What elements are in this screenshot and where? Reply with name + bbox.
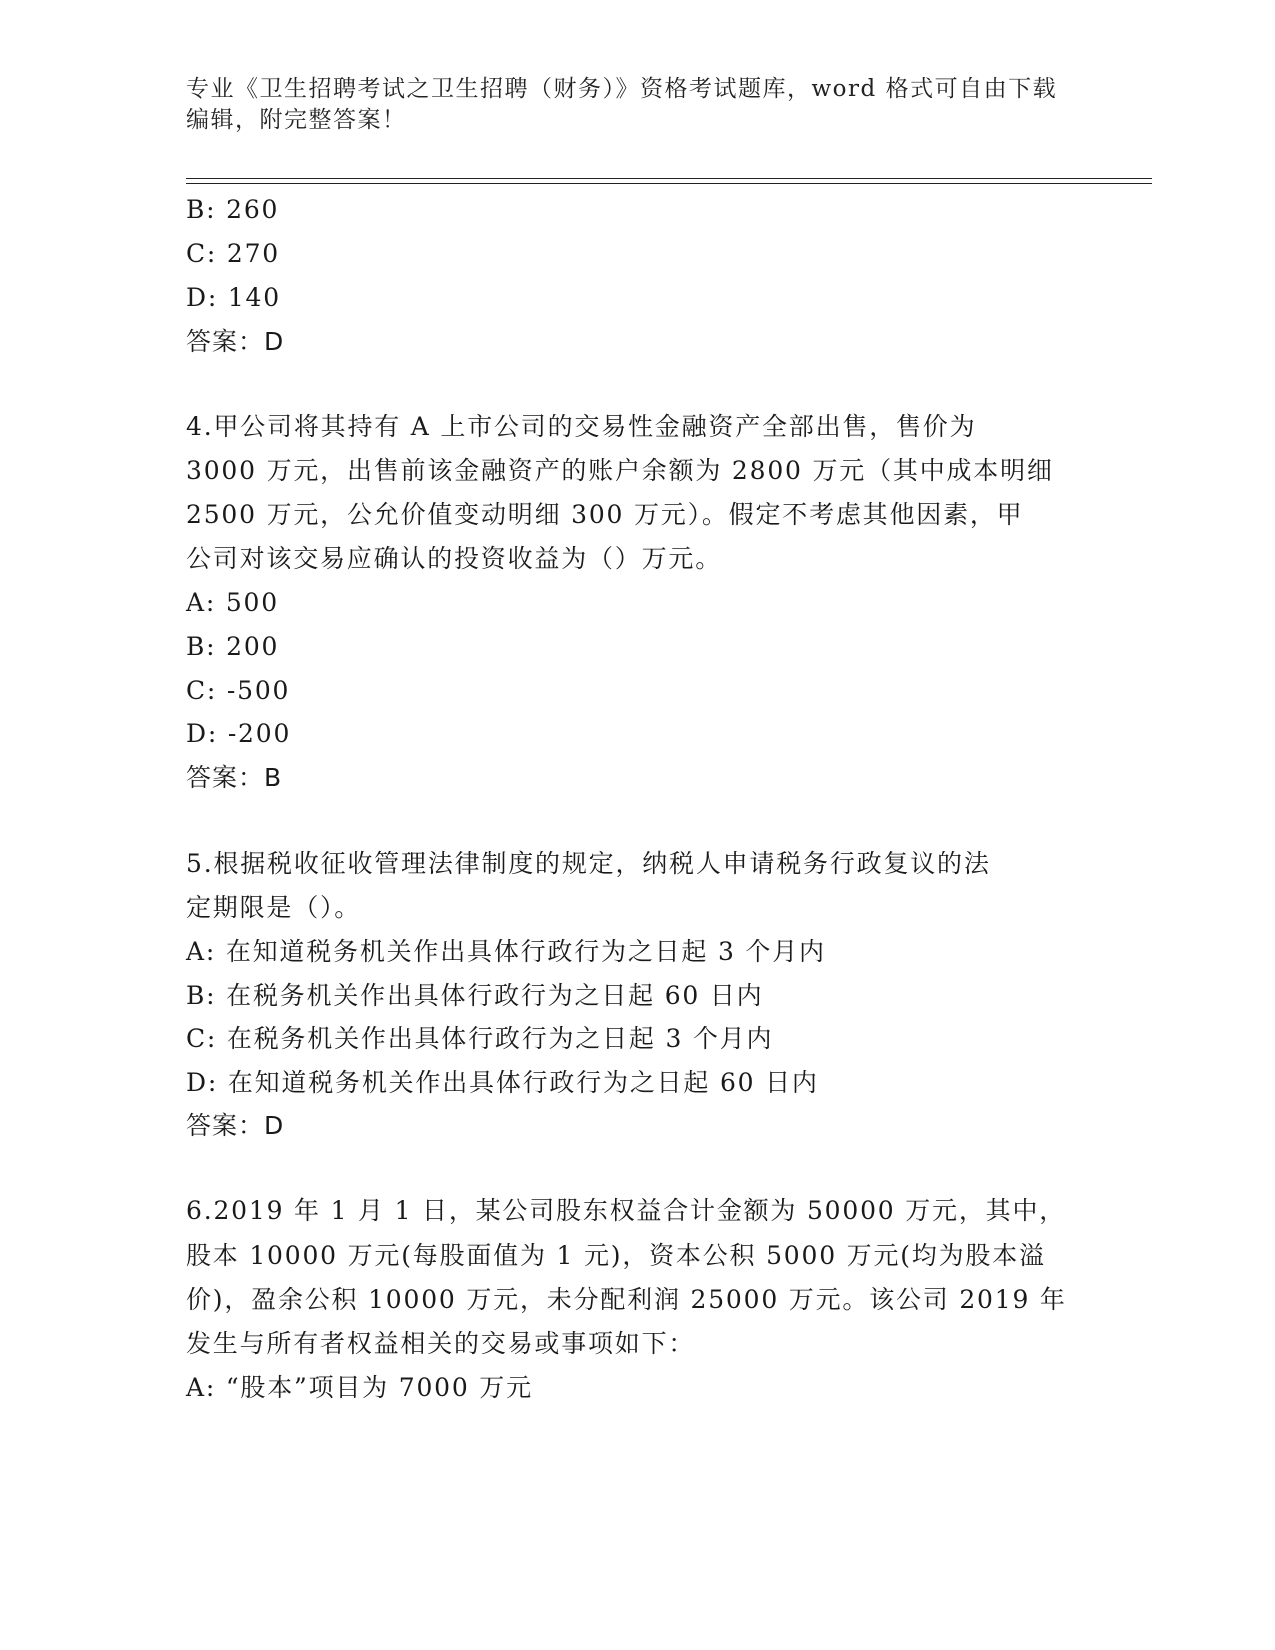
q5-option-b: B: 在税务机关作出具体行政行为之日起 60 日内	[186, 981, 764, 1010]
q4-stem-line-3: 2500 万元，公允价值变动明细 300 万元）。假定不考虑其他因素，甲	[186, 500, 1024, 529]
q6-stem-line-4: 发生与所有者权益相关的交易或事项如下：	[186, 1329, 696, 1358]
q4-answer: 答案：B	[186, 763, 283, 792]
q3-option-c: C: 270	[186, 239, 281, 268]
q3-option-d: D: 140	[186, 283, 281, 312]
header-divider-top	[186, 178, 1152, 179]
q4-option-a: A: 500	[186, 588, 279, 617]
q5-stem-line-2: 定期限是（）。	[186, 893, 362, 922]
header-line-1: 专业《卫生招聘考试之卫生招聘（财务）》资格考试题库，word 格式可自由下载	[186, 76, 1058, 102]
q4-stem-line-2: 3000 万元，出售前该金融资产的账户余额为 2800 万元（其中成本明细	[186, 456, 1054, 485]
q5-option-a: A: 在知道税务机关作出具体行政行为之日起 3 个月内	[186, 937, 826, 966]
q5-option-d: D: 在知道税务机关作出具体行政行为之日起 60 日内	[186, 1068, 819, 1097]
q3-option-b: B: 260	[186, 195, 280, 224]
q4-option-c: C: -500	[186, 676, 291, 705]
q5-answer: 答案：D	[186, 1111, 285, 1140]
document-header	[186, 74, 1086, 136]
q4-stem-line-4: 公司对该交易应确认的投资收益为（）万元。	[186, 544, 723, 573]
header-divider-bottom	[186, 183, 1152, 184]
header-line-2: 编辑，附完整答案！	[186, 107, 407, 133]
q5-option-c: C: 在税务机关作出具体行政行为之日起 3 个月内	[186, 1024, 774, 1053]
q4-stem-line-1: 4.甲公司将其持有 A 上市公司的交易性金融资产全部出售，售价为	[186, 412, 977, 441]
q5-stem-line-1: 5.根据税收征收管理法律制度的规定，纳税人申请税务行政复议的法	[186, 849, 991, 878]
q6-stem-line-3: 价)，盈余公积 10000 万元，未分配利润 25000 万元。该公司 2019 年	[186, 1285, 1067, 1314]
q6-stem-line-1: 6.2019 年 1 月 1 日，某公司股东权益合计金额为 50000 万元，其中，	[186, 1196, 1067, 1225]
q4-option-b: B: 200	[186, 632, 280, 661]
q6-stem-line-2: 股本 10000 万元(每股面值为 1 元)，资本公积 5000 万元(均为股本溢	[186, 1241, 1046, 1270]
q4-option-d: D: -200	[186, 719, 292, 748]
q3-answer: 答案：D	[186, 327, 285, 356]
q6-option-a: A: “股本”项目为 7000 万元	[186, 1373, 533, 1402]
